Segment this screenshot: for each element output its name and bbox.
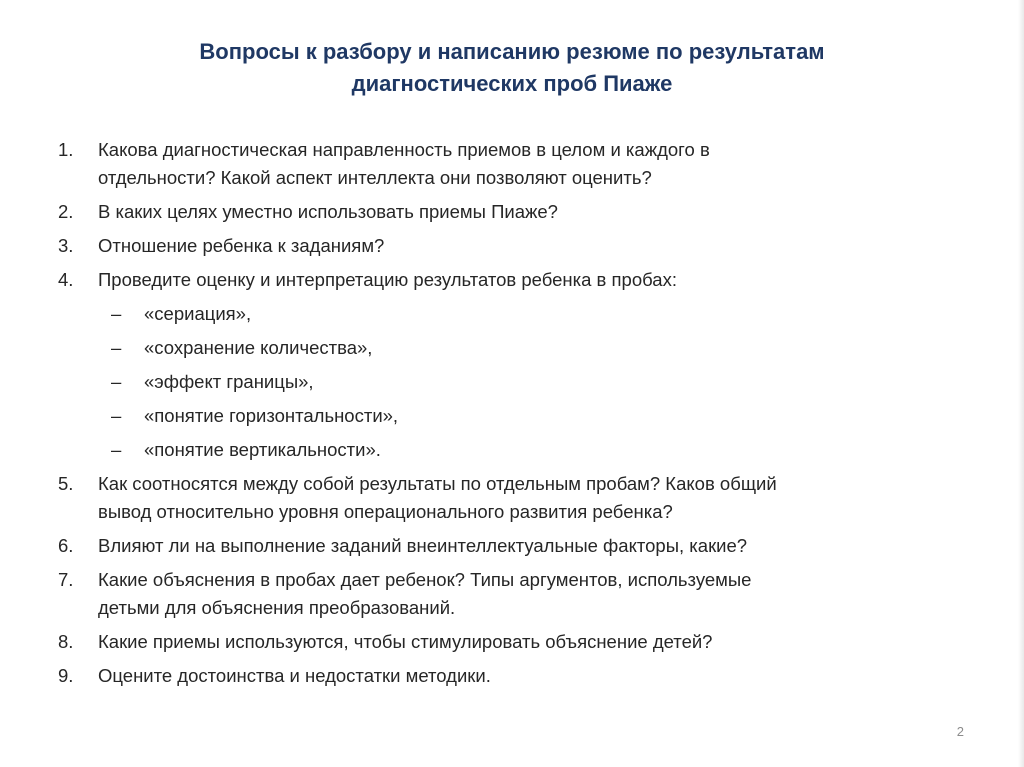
list-item-4 xyxy=(58,266,958,294)
list-item-2 xyxy=(58,198,958,226)
item-number: 4. xyxy=(58,269,74,290)
item-text: Влияют ли на выполнение заданий внеинтеллектуальные факторы, какие? xyxy=(98,535,748,556)
item-number: 3. xyxy=(58,235,74,256)
slide-title xyxy=(100,36,924,100)
item-text-line: детьми для объяснения преобразований. xyxy=(98,597,456,618)
list-item-3 xyxy=(58,232,958,260)
question-list xyxy=(58,136,958,696)
item-number: 9. xyxy=(58,665,74,686)
item-text xyxy=(98,566,958,622)
sublist-item-text: «понятие вертикальности». xyxy=(144,439,381,460)
item-text-line: вывод относительно уровня операционального развития ребенка? xyxy=(98,501,673,522)
sublist-item xyxy=(111,300,958,328)
list-item-8 xyxy=(58,628,958,656)
sublist-item xyxy=(111,402,958,430)
item-text-line: Как соотносятся между собой результаты по отдельным пробам? Каков общий xyxy=(98,473,777,494)
title-line-1: Вопросы к разбору и написанию резюме по результатам xyxy=(199,39,825,64)
item-text: В каких целях уместно использовать приемы Пиаже? xyxy=(98,201,558,222)
item-number: 1. xyxy=(58,139,74,160)
sublist-item xyxy=(111,334,958,362)
dash-marker: – xyxy=(111,337,122,358)
item-number: 7. xyxy=(58,569,74,590)
item-number: 8. xyxy=(58,631,74,652)
title-line-2: диагностических проб Пиаже xyxy=(351,71,673,96)
sublist-item xyxy=(111,368,958,396)
probe-sublist xyxy=(111,300,958,464)
sublist-container xyxy=(58,300,958,464)
list-item-9 xyxy=(58,662,958,690)
list-item-7 xyxy=(58,566,958,622)
item-text-line: отдельности? Какой аспект интеллекта они позволяют оценить? xyxy=(98,167,652,188)
item-text: Проведите оценку и интерпретацию результатов ребенка в пробах: xyxy=(98,269,677,290)
dash-marker: – xyxy=(111,371,122,392)
list-item-6 xyxy=(58,532,958,560)
item-text xyxy=(98,470,958,526)
sublist-item-text: «сериация», xyxy=(144,303,252,324)
item-number: 2. xyxy=(58,201,74,222)
sublist-item xyxy=(111,436,958,464)
list-item-1 xyxy=(58,136,958,192)
item-text xyxy=(98,136,958,192)
item-text: Оцените достоинства и недостатки методики. xyxy=(98,665,491,686)
item-text: Отношение ребенка к заданиям? xyxy=(98,235,385,256)
sublist-item-text: «понятие горизонтальности», xyxy=(144,405,399,426)
dash-marker: – xyxy=(111,439,122,460)
dash-marker: – xyxy=(111,405,122,426)
item-number: 5. xyxy=(58,473,74,494)
page-number: 2 xyxy=(956,724,964,739)
sublist-item-text: «эффект границы», xyxy=(144,371,314,392)
item-text: Какие приемы используются, чтобы стимулировать объяснение детей? xyxy=(98,631,713,652)
sublist-item-text: «сохранение количества», xyxy=(144,337,373,358)
item-text-line: Какова диагностическая направленность приемов в целом и каждого в xyxy=(98,139,710,160)
dash-marker: – xyxy=(111,303,122,324)
item-number: 6. xyxy=(58,535,74,556)
list-item-5 xyxy=(58,470,958,526)
item-text-line: Какие объяснения в пробах дает ребенок? Типы аргументов, используемые xyxy=(98,569,752,590)
